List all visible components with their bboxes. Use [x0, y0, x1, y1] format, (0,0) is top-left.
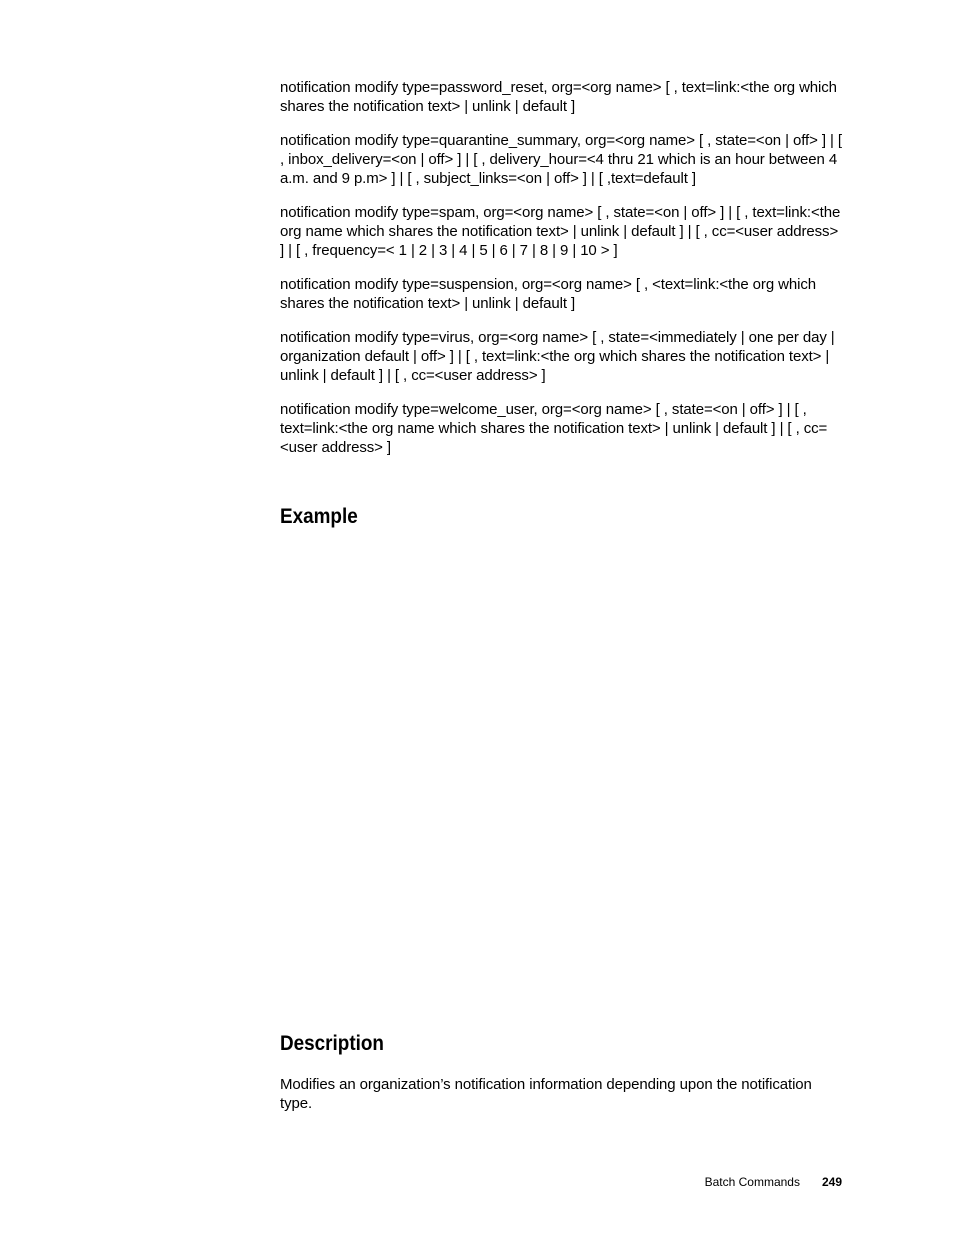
syntax-quarantine-summary: notification modify type=quarantine_summary, org=<org name> [ , state=<on | off> ] | [ , inbox_delivery=<on | off> ] | [ , delivery_hour=<4 thru 21 which is an hour between 4 a.m. and 9 p.m> ] | [ , subject_links=<on | off> ] | [ ,text=default ] — [280, 132, 842, 187]
footer-section-title: Batch Commands — [704, 1175, 800, 1189]
description-heading: Description — [280, 1032, 384, 1055]
syntax-welcome-user: notification modify type=welcome_user, org=<org name> [ , state=<on | off> ] | [ , text=link:<the org name which shares the notification text> | unlink | default ] | [ , cc=<user address> ] — [280, 401, 828, 456]
example-heading: Example — [280, 505, 358, 528]
syntax-password-reset: notification modify type=password_reset, org=<org name> [ , text=link:<the org which shares the notification text> | unlink | default ] — [280, 79, 837, 115]
description-text: Modifies an organization’s notification information depending upon the notification type. — [280, 1076, 812, 1112]
syntax-spam: notification modify type=spam, org=<org name> [ , state=<on | off> ] | [ , text=link:<the org name which shares the notification text> | unlink | default ] | [ , cc=<user address> ] | [ , frequency=< 1 | 2 | 3 | 4 | 5 | 6 | 7 | 8 | 9 | 10 > ] — [280, 204, 841, 259]
syntax-virus: notification modify type=virus, org=<org name> [ , state=<immediately | one per day | organization default | off> ] | [ , text=link:<the org which shares the notification text> | unlink | default ] | [ , cc=<user address> ] — [280, 329, 835, 384]
page-number: 249 — [821, 1175, 842, 1189]
syntax-suspension: notification modify type=suspension, org=<org name> [ , <text=link:<the org which shares the notification text> | unlink | default ] — [280, 276, 816, 312]
page-footer — [705, 1174, 842, 1190]
syntax-block — [280, 78, 842, 472]
